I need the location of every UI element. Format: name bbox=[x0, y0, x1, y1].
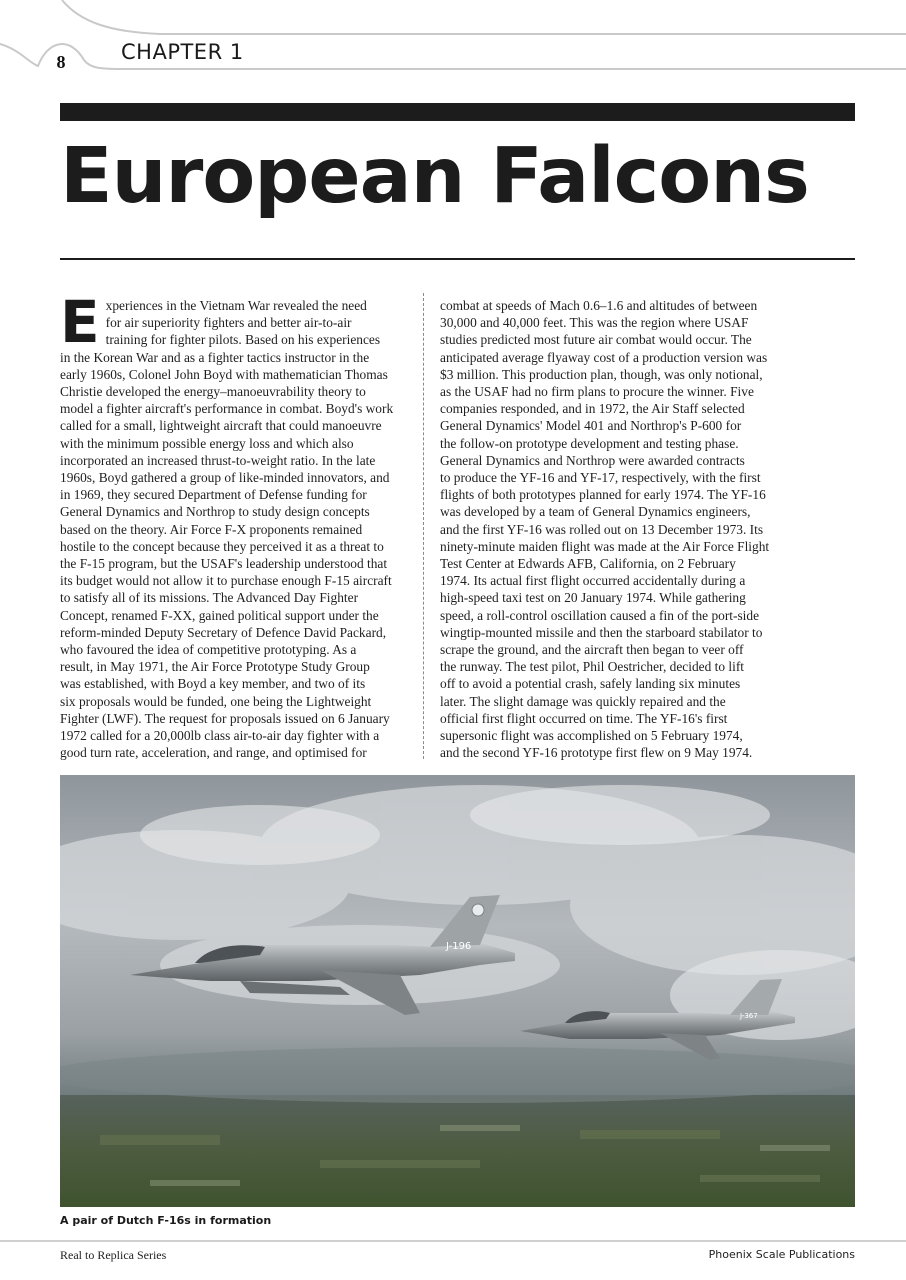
body-text-line: wingtip-mounted missile and then the starboard stabilator to bbox=[440, 624, 763, 640]
body-text-line: Fighter (LWF). The request for proposals issued on 6 January bbox=[60, 710, 390, 726]
body-text-line: 1972 called for a 20,000lb class air-to-air day fighter with a bbox=[60, 728, 380, 744]
body-text-line: the F-15 program, but the USAF's leadership understood that bbox=[60, 556, 388, 572]
body-column-left bbox=[60, 297, 408, 767]
body-text-line: Christie developed the energy–manoeuvrability theory to bbox=[60, 384, 366, 400]
body-text-line: training for fighter pilots. Based on his experiences bbox=[105, 332, 381, 348]
title-divider bbox=[60, 258, 855, 260]
body-text-line: its budget would not allow it to purchase enough F-15 aircraft bbox=[60, 573, 392, 589]
body-text-line: high-speed taxi test on 20 January 1974. While gathering bbox=[440, 590, 746, 606]
photo-caption: A pair of Dutch F-16s in formation bbox=[60, 1214, 272, 1227]
body-text-line: six proposals would be funded, one being the Lightweight bbox=[60, 693, 372, 709]
body-text-line: off to avoid a potential crash, safely landing six minutes bbox=[440, 676, 741, 692]
body-text-line: called for a small, lightweight aircraft that could manoeuvre bbox=[60, 418, 382, 434]
body-text-line: 1960s, Boyd gathered a group of like-minded innovators, and bbox=[60, 470, 390, 486]
body-text-line: official first flight occurred on time. The YF-16's first bbox=[440, 710, 728, 726]
body-text-line: in the Korean War and as a fighter tactics instructor in the bbox=[60, 349, 370, 365]
body-text-line: result, in May 1971, the Air Force Prototype Study Group bbox=[60, 659, 370, 675]
body-text-line: in 1969, they secured Department of Defense funding for bbox=[60, 487, 367, 503]
footer-divider bbox=[0, 1240, 906, 1242]
body-text-line: xperiences in the Vietnam War revealed the need bbox=[105, 298, 367, 313]
body-text-line: the follow-on prototype development and testing phase. bbox=[440, 435, 739, 451]
body-text-line: and the first YF-16 was rolled out on 13 December 1973. Its bbox=[440, 521, 764, 537]
body-text-line: was established, with Boyd a key member, and two of its bbox=[60, 676, 366, 692]
body-text-line: ninety-minute maiden flight was made at the Air Force Flight bbox=[440, 538, 770, 554]
body-text-line: based on the theory. Air Force F-X proponents remained bbox=[60, 521, 363, 537]
body-text-line: hostile to the concept because they perceived it as a threat to bbox=[60, 538, 384, 554]
body-column-right bbox=[440, 297, 788, 767]
title-bar bbox=[60, 103, 855, 121]
body-text-line: the runway. The test pilot, Phil Oestricher, decided to lift bbox=[440, 659, 745, 675]
body-text-line: studies predicted most future air combat would occur. The bbox=[440, 332, 752, 348]
body-text-line: $3 million. This production plan, though, was only notional, bbox=[440, 366, 763, 382]
body-text-line: to satisfy all of its missions. The Advanced Day Fighter bbox=[60, 590, 359, 606]
body-text-line: speed, a roll-control oscillation caused a fin of the port-side bbox=[440, 607, 760, 623]
chapter-label: CHAPTER 1 bbox=[121, 40, 244, 64]
trail-tail-code: J-367 bbox=[740, 1012, 758, 1020]
body-text-line: with the minimum possible energy loss and which also bbox=[60, 435, 354, 451]
footer-publisher: Phoenix Scale Publications bbox=[708, 1248, 855, 1261]
body-text-line: supersonic flight was accomplished on 5 February 1974, bbox=[440, 728, 743, 744]
body-text-line: anticipated average flyaway cost of a production version was bbox=[440, 349, 768, 365]
body-text-line: scrape the ground, and the aircraft then began to veer off bbox=[440, 642, 744, 658]
body-text-line: who favoured the idea of competitive prototyping. As a bbox=[60, 642, 357, 658]
page-number: 8 bbox=[56, 52, 66, 72]
body-text-line: early 1960s, Colonel John Boyd with mathematician Thomas bbox=[60, 366, 388, 382]
lead-tail-code: J-196 bbox=[446, 941, 472, 952]
footer-series: Real to Replica Series bbox=[60, 1248, 167, 1262]
body-text-line: good turn rate, acceleration, and range, and optimised for bbox=[60, 745, 367, 761]
body-text-line: for air superiority fighters and better air-to-air bbox=[105, 315, 352, 331]
body-text-line: later. The slight damage was quickly repaired and the bbox=[440, 693, 726, 709]
body-text-line: combat at speeds of Mach 0.6–1.6 and altitudes of between bbox=[440, 298, 758, 313]
body-text-line: was developed by a team of General Dynamics engineers, bbox=[440, 504, 751, 520]
drop-cap: E bbox=[60, 297, 100, 356]
body-text-line: incorporated an increased thrust-to-weight ratio. In the late bbox=[60, 452, 376, 468]
body-text-line: 1974. Its actual first flight occurred accidentally during a bbox=[440, 573, 746, 589]
body-text-line: Concept, renamed F-XX, gained political support under the bbox=[60, 607, 379, 623]
body-text-line: General Dynamics' Model 401 and Northrop's P-600 for bbox=[440, 418, 742, 434]
body-text-line: 30,000 and 40,000 feet. This was the region where USAF bbox=[440, 315, 749, 331]
body-text-line: model a fighter aircraft's performance in combat. Boyd's work bbox=[60, 401, 394, 417]
body-text-line: as the USAF had no firm plans to procure the winner. Five bbox=[440, 384, 754, 400]
body-text-line: companies responded, and in 1972, the Air Staff selected bbox=[440, 401, 745, 417]
body-text-line: General Dynamics and Northrop to study design concepts bbox=[60, 504, 370, 520]
column-divider bbox=[423, 293, 424, 759]
body-text-line: flights of both prototypes planned for early 1974. The YF-16 bbox=[440, 487, 766, 503]
body-text-line: General Dynamics and Northrop were awarded contracts bbox=[440, 452, 745, 468]
page-title: European Falcons bbox=[60, 132, 809, 221]
body-text-line: to produce the YF-16 and YF-17, respectively, with the first bbox=[440, 470, 761, 486]
body-text-line: and the second YF-16 prototype first flew on 9 May 1974. bbox=[440, 745, 753, 761]
photo-f16-formation bbox=[60, 775, 855, 1207]
body-text-line: reform-minded Deputy Secretary of Defence David Packard, bbox=[60, 624, 387, 640]
body-text-line: Test Center at Edwards AFB, California, on 2 February bbox=[440, 556, 736, 572]
